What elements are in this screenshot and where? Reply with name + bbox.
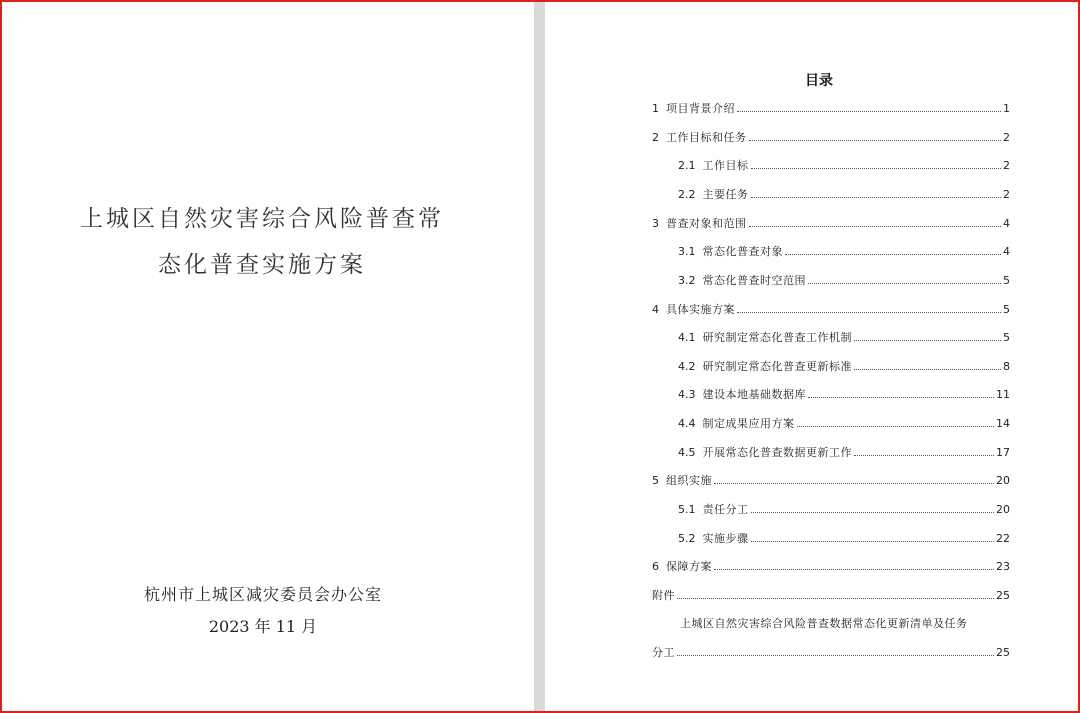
toc-entry-num: 5 bbox=[652, 474, 666, 487]
toc-entry-text: 工作目标和任务 bbox=[666, 131, 747, 144]
toc-entry-text: 责任分工 bbox=[702, 503, 749, 516]
toc-entry-1[interactable] bbox=[652, 101, 1010, 117]
toc-entry-text: 普查对象和范围 bbox=[666, 217, 747, 230]
toc-entry-appendix[interactable] bbox=[652, 588, 1010, 604]
toc-entry-page: 14 bbox=[996, 417, 1010, 430]
toc-entry-page: 23 bbox=[996, 560, 1010, 573]
toc-entry-num: 2 bbox=[652, 131, 666, 144]
toc-entry-6[interactable] bbox=[652, 559, 1010, 575]
toc-leader-dots bbox=[749, 225, 1002, 227]
toc-entry-4-3[interactable] bbox=[678, 387, 1010, 403]
toc-entry-2-2[interactable] bbox=[678, 187, 1010, 203]
toc-entry-page: 5 bbox=[1003, 303, 1010, 316]
toc-entry-4-5[interactable] bbox=[678, 445, 1010, 461]
toc-leader-dots bbox=[714, 482, 994, 484]
toc-entry-num: 4.3 bbox=[678, 388, 703, 401]
toc-leader-dots bbox=[751, 511, 995, 513]
toc-entry-page: 5 bbox=[1003, 274, 1010, 287]
toc-entry-page: 25 bbox=[996, 589, 1010, 602]
toc-entry-3-1[interactable] bbox=[678, 244, 1010, 260]
toc-entry-text: 工作目标 bbox=[702, 159, 749, 172]
toc-entry-text: 常态化普查对象 bbox=[702, 245, 783, 258]
toc-entry-page: 8 bbox=[1003, 360, 1010, 373]
toc-leader-dots bbox=[854, 339, 1001, 341]
toc-leader-dots bbox=[854, 454, 994, 456]
toc-entry-text: 开展常态化普查数据更新工作 bbox=[702, 446, 852, 459]
toc-entry-4[interactable] bbox=[652, 302, 1010, 318]
toc-entry-text: 主要任务 bbox=[702, 188, 749, 201]
toc-entry-page: 1 bbox=[1003, 102, 1010, 115]
toc-entry-4-4[interactable] bbox=[678, 416, 1010, 432]
toc-leader-dots bbox=[751, 196, 1002, 198]
toc-heading: 目录 bbox=[805, 73, 833, 89]
toc-leader-dots bbox=[854, 368, 1001, 370]
toc-entry-text: 组织实施 bbox=[666, 474, 712, 487]
toc-entry-text: 项目背景介绍 bbox=[666, 102, 735, 115]
toc-entry-page: 5 bbox=[1003, 331, 1010, 344]
toc-entry-4-1[interactable] bbox=[678, 330, 1010, 346]
toc-entry-num: 6 bbox=[652, 560, 666, 573]
toc-leader-dots bbox=[797, 425, 995, 427]
toc-entry-text: 保障方案 bbox=[666, 560, 712, 573]
toc-page bbox=[545, 2, 1078, 711]
toc-entry-4-2[interactable] bbox=[678, 359, 1010, 375]
toc-entry-page: 4 bbox=[1003, 245, 1010, 258]
toc-entry-page: 20 bbox=[996, 474, 1010, 487]
toc-entry-text: 具体实施方案 bbox=[666, 303, 735, 316]
toc-entry-2-1[interactable] bbox=[678, 158, 1010, 174]
toc-leader-dots bbox=[714, 568, 994, 570]
toc-leader-dots bbox=[808, 396, 994, 398]
toc-entry-3-2[interactable] bbox=[678, 273, 1010, 289]
toc-entry-page: 22 bbox=[996, 532, 1010, 545]
toc-leader-dots bbox=[785, 253, 1001, 255]
cover-title-line1: 上城区自然灾害综合风险普查常 bbox=[80, 206, 444, 232]
toc-entry-num: 4.5 bbox=[678, 446, 703, 459]
toc-entry-text: 分工 bbox=[652, 646, 675, 659]
toc-entry-num: 1 bbox=[652, 102, 666, 115]
toc-entry-page: 17 bbox=[996, 446, 1010, 459]
toc-entry-page: 2 bbox=[1003, 159, 1010, 172]
toc-entry-page: 2 bbox=[1003, 131, 1010, 144]
cover-title-line2: 态化普查实施方案 bbox=[158, 252, 366, 278]
toc-entry-text: 常态化普查时空范围 bbox=[702, 274, 806, 287]
cover-organization: 杭州市上城区减灾委员会办公室 bbox=[143, 585, 382, 604]
toc-leader-dots bbox=[677, 654, 994, 656]
toc-entry-3[interactable] bbox=[652, 216, 1010, 232]
toc-entry-num: 3 bbox=[652, 217, 666, 230]
toc-entry-5-2[interactable] bbox=[678, 531, 1010, 547]
toc-leader-dots bbox=[808, 282, 1001, 284]
toc-entry-text: 实施步骤 bbox=[702, 532, 749, 545]
toc-attachment-line2[interactable] bbox=[652, 645, 1010, 661]
toc-entry-text: 附件 bbox=[652, 589, 675, 602]
toc-entry-2[interactable] bbox=[652, 130, 1010, 146]
toc-entry-num: 4.2 bbox=[678, 360, 703, 373]
toc-entry-num: 4.1 bbox=[678, 331, 703, 344]
toc-entry-page: 20 bbox=[996, 503, 1010, 516]
toc-entry-page: 4 bbox=[1003, 217, 1010, 230]
toc-entry-num: 3.2 bbox=[678, 274, 703, 287]
toc-leader-dots bbox=[737, 311, 1001, 313]
toc-leader-dots bbox=[737, 110, 1001, 112]
toc-leader-dots bbox=[751, 540, 995, 542]
cover-date: 2023 年 11 月 bbox=[208, 617, 318, 636]
toc-entry-num: 3.1 bbox=[678, 245, 703, 258]
toc-leader-dots bbox=[751, 167, 1002, 169]
toc-entry-page: 25 bbox=[996, 646, 1010, 659]
toc-entry-num: 4.4 bbox=[678, 417, 703, 430]
page-gutter bbox=[534, 2, 545, 711]
cover-page bbox=[2, 2, 534, 711]
toc-entry-5[interactable] bbox=[652, 473, 1010, 489]
toc-entry-text: 建设本地基础数据库 bbox=[702, 388, 806, 401]
toc-entry-page: 2 bbox=[1003, 188, 1010, 201]
toc-leader-dots bbox=[749, 139, 1002, 141]
toc-entry-num: 5.2 bbox=[678, 532, 703, 545]
toc-entry-page: 11 bbox=[996, 388, 1010, 401]
toc-entry-num: 2.1 bbox=[678, 159, 703, 172]
toc-entry-text: 研究制定常态化普查更新标准 bbox=[702, 360, 852, 373]
toc-attachment-line1[interactable]: 上城区自然灾害综合风险普查数据常态化更新清单及任务 bbox=[680, 617, 968, 630]
toc-leader-dots bbox=[677, 597, 994, 599]
toc-entry-5-1[interactable] bbox=[678, 502, 1010, 518]
toc-entry-text: 制定成果应用方案 bbox=[702, 417, 795, 430]
toc-entry-num: 4 bbox=[652, 303, 666, 316]
toc-entry-text: 研究制定常态化普查工作机制 bbox=[702, 331, 852, 344]
toc-entry-num: 5.1 bbox=[678, 503, 703, 516]
toc-entry-num: 2.2 bbox=[678, 188, 703, 201]
